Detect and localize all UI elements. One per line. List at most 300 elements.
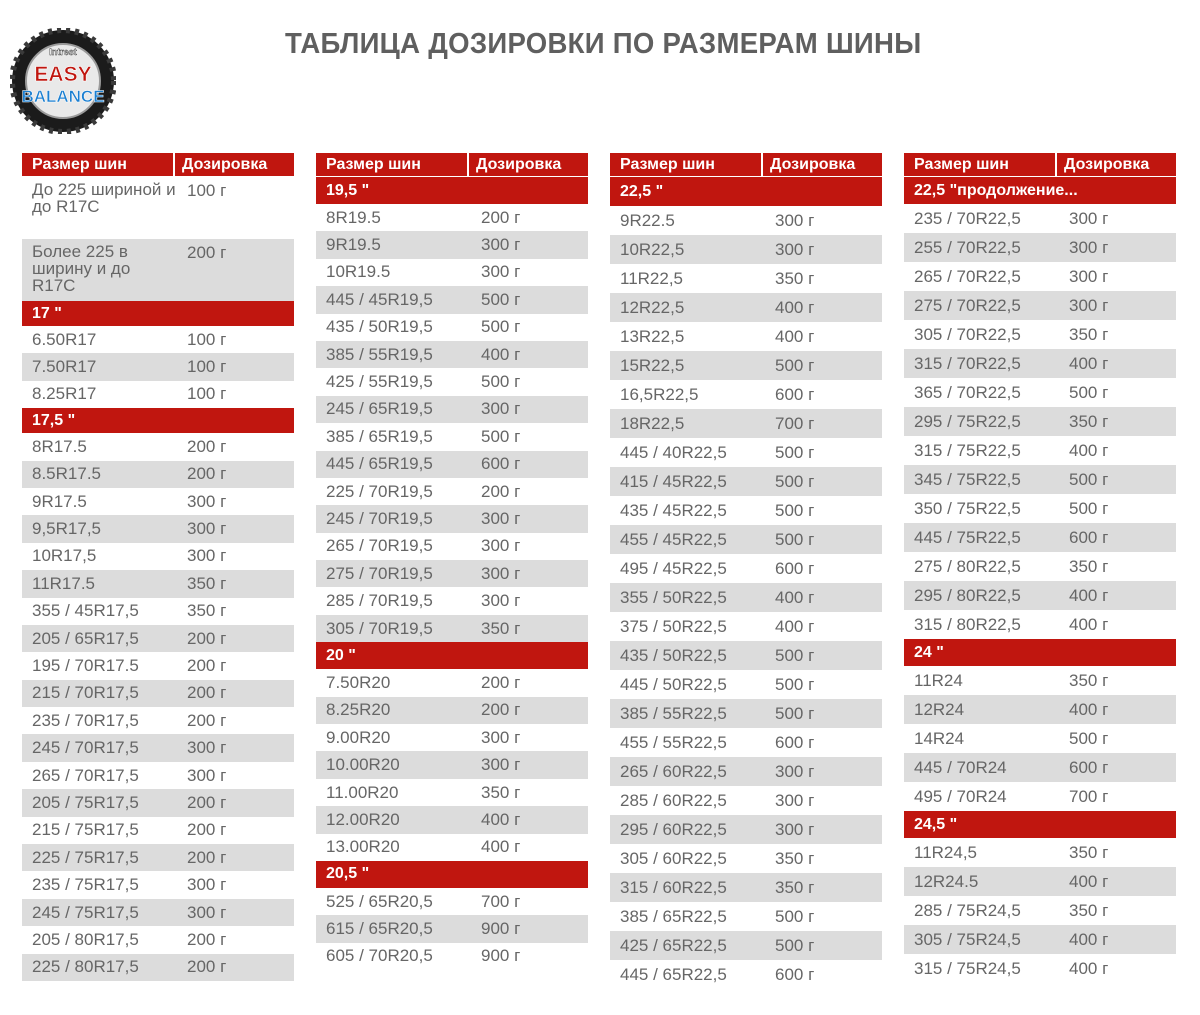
size-column-header: Размер шин [610,153,763,176]
tire-size-cell: 445 / 40R22,5 [620,442,727,462]
tire-size-cell: 445 / 70R24 [914,757,1007,777]
table-row [904,262,1176,291]
table-row [610,438,882,467]
dosage-cell: 200 г [187,957,227,977]
table-row [22,762,294,789]
table-row [22,543,294,570]
table-row [904,204,1176,233]
tire-size-cell: 345 / 75R22,5 [914,469,1021,489]
tire-size-cell: 285 / 60R22,5 [620,790,727,810]
dosage-cell: 350 г [1069,900,1109,920]
tire-size-cell: 605 / 70R20,5 [326,946,433,966]
tire-size-cell: 275 / 70R19,5 [326,563,433,583]
tire-size-cell: 205 / 75R17,5 [32,792,139,812]
table-row [316,341,588,368]
tire-size-cell: 11R17.5 [32,573,96,593]
dosage-table [610,150,882,989]
tire-size-cell: 13R22,5 [620,326,685,346]
section-header: 19,5 " [316,177,588,204]
tire-size-cell: 295 / 60R22,5 [620,819,727,839]
dosage-cell: 300 г [187,491,227,511]
dosage-cell: 300 г [481,727,521,747]
tire-size-cell: 495 / 70R24 [914,786,1007,806]
tire-size-cell: 245 / 65R19,5 [326,399,433,419]
table-row [22,433,294,460]
tire-size-cell: 14R24 [914,728,965,748]
table-row [610,467,882,496]
table-row [316,697,588,724]
dosage-cell: 400 г [1069,614,1109,634]
tire-size-cell: 305 / 60R22,5 [620,848,727,868]
svg-text:EASY: EASY [34,63,92,86]
table-row [610,380,882,409]
dosage-cell: 500 г [1069,498,1109,518]
table-row [610,351,882,380]
tire-size-cell: 205 / 65R17,5 [32,628,139,648]
table-row [610,496,882,525]
tire-size-cell: 245 / 75R17,5 [32,902,139,922]
tire-size-cell: 435 / 50R22,5 [620,645,727,665]
table-row [316,615,588,642]
table-row [22,625,294,652]
table-row [904,695,1176,724]
dosage-cell: 500 г [775,906,815,926]
dosage-cell: 200 г [187,847,227,867]
table-row [610,235,882,264]
tire-size-cell: 315 / 75R22,5 [914,440,1021,460]
table-row [610,815,882,844]
tire-size-cell: 225 / 75R17,5 [32,847,139,867]
section-header: 22,5 " [610,177,882,206]
dosage-cell: 600 г [775,384,815,404]
table-row [904,233,1176,262]
table-row [904,436,1176,465]
tire-size-cell: 385 / 65R19,5 [326,426,433,446]
tire-size-cell: 315 / 60R22,5 [620,877,727,897]
table-row [610,873,882,902]
table-row [904,838,1176,867]
dosage-cell: 300 г [775,790,815,810]
tire-size-cell: 9,5R17,5 [32,519,101,539]
tire-size-cell: 385 / 55R22,5 [620,703,727,723]
section-header: 24,5 " [904,811,1176,838]
page-title: ТАБЛИЦА ДОЗИРОВКИ ПО РАЗМЕРАМ ШИНЫ [285,28,922,60]
tire-size-cell: 415 / 45R22,5 [620,471,727,491]
tire-size-cell: 12R24.5 [914,871,979,891]
tire-size-cell: 315 / 70R22,5 [914,353,1021,373]
dosage-cell: 300 г [775,761,815,781]
dosage-cell: 500 г [775,529,815,549]
tire-size-cell: 245 / 70R19,5 [326,508,433,528]
dosage-cell: 400 г [1069,699,1109,719]
size-column-header: Размер шин [316,153,469,176]
table-row [610,612,882,641]
dosage-cell: 100 г [187,181,227,200]
dosage-cell: 200 г [481,700,521,720]
table-row [316,314,588,341]
tire-size-cell: 385 / 65R22,5 [620,906,727,926]
tire-size-cell: 265 / 70R19,5 [326,536,433,556]
dosage-cell: 300 г [481,508,521,528]
dosage-cell: 200 г [187,243,227,262]
table-row [22,488,294,515]
dosage-cell: 500 г [775,935,815,955]
dosage-cell: 400 г [1069,440,1109,460]
dosage-cell: 200 г [187,820,227,840]
table-row [316,396,588,423]
dosage-cell: 350 г [1069,411,1109,431]
tire-size-cell: 7.50R20 [326,672,391,692]
tire-size-cell: 10.00R20 [326,755,400,775]
tire-size-cell: 355 / 45R17,5 [32,601,139,621]
size-column-header: Размер шин [904,153,1057,176]
dosage-table [316,150,588,970]
tire-size-cell: Более 225 в ширину и до R17C [32,242,131,295]
dosage-cell: 500 г [1069,728,1109,748]
tire-size-cell: 8R17.5 [32,436,87,456]
dosage-cell: 300 г [187,546,227,566]
table-row [610,641,882,670]
dosage-cell: 500 г [775,355,815,375]
tire-size-cell: 305 / 70R19,5 [326,618,433,638]
dosage-cell: 300 г [775,210,815,230]
tire-size-cell: 445 / 65R22,5 [620,964,727,984]
dosage-cell: 300 г [481,563,521,583]
tire-size-cell: 265 / 70R22,5 [914,266,1021,286]
section-header: 20 " [316,642,588,669]
svg-text:Intrest: Intrest [49,47,77,57]
dosage-cell: 900 г [481,946,521,966]
table-row [316,751,588,778]
dosage-cell: 350 г [775,877,815,897]
tire-size-cell: 12R22,5 [620,297,685,317]
tire-size-cell: 235 / 70R22,5 [914,208,1021,228]
dosage-cell: 200 г [187,683,227,703]
table-row [904,724,1176,753]
table-row [316,669,588,696]
dosage-cell: 500 г [1069,469,1109,489]
tire-size-cell: 8.5R17.5 [32,464,101,484]
table-row [22,954,294,981]
tire-size-cell: 8.25R17 [32,384,97,404]
table-row [904,925,1176,954]
tire-logo-icon [10,28,116,134]
tire-size-cell: 305 / 70R22,5 [914,324,1021,344]
table-row [904,320,1176,349]
table-row [316,505,588,532]
dosage-cell: 400 г [1069,929,1109,949]
tire-size-cell: 385 / 55R19,5 [326,344,433,364]
dosage-cell: 300 г [775,239,815,259]
dosage-cell: 200 г [187,710,227,730]
dosage-cell: 300 г [187,519,227,539]
table-row [610,931,882,960]
tire-size-cell: 225 / 70R19,5 [326,481,433,501]
tire-size-cell: 275 / 70R22,5 [914,295,1021,315]
dosage-cell: 400 г [481,837,521,857]
dosage-cell: 300 г [1069,266,1109,286]
table-row [22,239,294,301]
table-row [22,598,294,625]
tire-size-cell: 615 / 65R20,5 [326,919,433,939]
tire-size-cell: До 225 шириной и до R17C [32,180,176,216]
table-row [610,206,882,235]
table-row [904,782,1176,811]
dose-column-header: Дозировка [182,156,268,173]
dosage-cell: 600 г [1069,527,1109,547]
table-row [316,587,588,614]
tire-size-cell: 445 / 65R19,5 [326,454,433,474]
table-row [316,423,588,450]
tire-size-cell: 275 / 80R22,5 [914,556,1021,576]
tire-size-cell: 315 / 75R24,5 [914,958,1021,978]
tire-size-cell: 215 / 75R17,5 [32,820,139,840]
easy-balance-logo [10,28,116,134]
dosage-cell: 300 г [187,902,227,922]
table-row [610,322,882,351]
tire-size-cell: 365 / 70R22,5 [914,382,1021,402]
tire-size-cell: 495 / 45R22,5 [620,558,727,578]
dosage-cell: 200 г [481,481,521,501]
dosage-cell: 500 г [481,289,521,309]
section-header: 24 " [904,639,1176,666]
table-header [904,150,1176,177]
tire-size-cell: 10R22,5 [620,239,685,259]
dosage-cell: 300 г [775,819,815,839]
tire-size-cell: 350 / 75R22,5 [914,498,1021,518]
dosage-table [22,150,294,981]
tire-size-cell: 9.00R20 [326,727,391,747]
table-row [22,381,294,408]
section-header: 17 " [22,301,294,326]
table-row [316,806,588,833]
dosage-cell: 100 г [187,384,227,404]
tire-size-cell: 245 / 70R17,5 [32,738,139,758]
table-row [904,896,1176,925]
table-row [316,259,588,286]
dosage-cell: 300 г [481,536,521,556]
tire-size-cell: 8R19.5 [326,207,381,227]
dosage-cell: 350 г [187,573,227,593]
tire-size-cell: 215 / 70R17,5 [32,683,139,703]
dosage-cell: 300 г [1069,295,1109,315]
dose-column-header: Дозировка [476,156,562,173]
tire-size-cell: 11R22,5 [620,268,684,288]
dosage-cell: 350 г [187,601,227,621]
table-row [316,779,588,806]
table-row [22,177,294,239]
dosage-cell: 200 г [187,464,227,484]
tire-size-cell: 355 / 50R22,5 [620,587,727,607]
table-row [22,326,294,353]
tire-size-cell: 10R19.5 [326,262,391,282]
dosage-cell: 300 г [1069,208,1109,228]
dosage-cell: 700 г [1069,786,1109,806]
dosage-cell: 100 г [187,329,227,349]
dosage-cell: 300 г [481,399,521,419]
tire-size-cell: 255 / 70R22,5 [914,237,1021,257]
tire-size-cell: 10R17,5 [32,546,97,566]
tire-size-cell: 315 / 80R22,5 [914,614,1021,634]
dosage-cell: 200 г [187,628,227,648]
tire-size-cell: 265 / 70R17,5 [32,765,139,785]
table-row [316,943,588,970]
dosage-cell: 400 г [775,297,815,317]
table-row [316,478,588,505]
table-row [22,789,294,816]
dosage-cell: 300 г [481,755,521,775]
table-row [904,523,1176,552]
tire-size-cell: 445 / 45R19,5 [326,289,433,309]
tire-size-cell: 295 / 80R22,5 [914,585,1021,605]
dosage-cell: 300 г [481,591,521,611]
dosage-cell: 600 г [481,454,521,474]
table-row [316,888,588,915]
dosage-cell: 300 г [481,262,521,282]
tire-size-cell: 12R24 [914,699,965,719]
table-row [22,707,294,734]
tire-size-cell: 425 / 65R22,5 [620,935,727,955]
tire-size-cell: 455 / 55R22,5 [620,732,727,752]
dosage-cell: 900 г [481,919,521,939]
table-row [316,533,588,560]
table-row [22,871,294,898]
table-row [22,844,294,871]
table-row [610,409,882,438]
dosage-cell: 200 г [187,792,227,812]
dosage-cell: 350 г [481,618,521,638]
tire-size-cell: 435 / 50R19,5 [326,317,433,337]
tire-size-cell: 8.25R20 [326,700,391,720]
table-row [904,494,1176,523]
table-row [316,724,588,751]
dosage-cell: 600 г [775,964,815,984]
table-row [22,899,294,926]
section-header: 20,5 " [316,861,588,888]
dosage-cell: 350 г [775,848,815,868]
table-row [904,581,1176,610]
table-row [904,407,1176,436]
dose-column-header: Дозировка [1064,156,1150,173]
section-header: 22,5 "продолжение... [904,177,1176,204]
dosage-table [904,150,1176,983]
dosage-cell: 500 г [481,426,521,446]
dosage-cell: 600 г [775,558,815,578]
tire-size-cell: 15R22,5 [620,355,685,375]
table-row [610,264,882,293]
table-row [316,451,588,478]
tire-size-cell: 6.50R17 [32,329,97,349]
dosage-cell: 500 г [1069,382,1109,402]
dosage-cell: 200 г [187,436,227,456]
table-row [904,378,1176,407]
dose-column-header: Дозировка [770,156,856,173]
table-row [904,291,1176,320]
table-row [316,286,588,313]
table-row [904,465,1176,494]
tire-size-cell: 11R24 [914,670,963,690]
dosage-cell: 500 г [775,471,815,491]
tire-size-cell: 18R22,5 [620,413,685,433]
tire-size-cell: 9R22.5 [620,210,675,230]
tire-size-cell: 11.00R20 [326,782,399,802]
table-row [904,349,1176,378]
dosage-cell: 400 г [775,587,815,607]
table-row [22,353,294,380]
tire-size-cell: 445 / 75R22,5 [914,527,1021,547]
table-row [22,680,294,707]
table-row [22,570,294,597]
table-row [904,666,1176,695]
dosage-cell: 100 г [187,357,227,377]
dosage-cell: 300 г [187,738,227,758]
dosage-cell: 500 г [775,703,815,723]
tire-size-cell: 225 / 80R17,5 [32,957,139,977]
dosage-cell: 500 г [775,645,815,665]
table-row [610,786,882,815]
tire-size-cell: 205 / 80R17,5 [32,929,139,949]
section-header: 17,5 " [22,408,294,433]
dosage-cell: 350 г [1069,842,1109,862]
dosage-cell: 400 г [775,616,815,636]
table-row [316,915,588,942]
table-row [904,552,1176,581]
tire-size-cell: 265 / 60R22,5 [620,761,727,781]
table-header [610,150,882,177]
table-row [316,834,588,861]
table-row [316,231,588,258]
dosage-cell: 400 г [1069,585,1109,605]
tire-size-cell: 435 / 45R22,5 [620,500,727,520]
table-row [610,554,882,583]
dosage-cell: 300 г [187,875,227,895]
table-row [610,960,882,989]
dosage-cell: 400 г [1069,958,1109,978]
dosage-cell: 300 г [1069,237,1109,257]
table-row [904,867,1176,896]
table-row [610,757,882,786]
size-column-header: Размер шин [22,153,175,176]
table-header [316,150,588,177]
dosage-cell: 300 г [481,235,521,255]
table-row [904,610,1176,639]
table-row [904,954,1176,983]
dosage-cell: 400 г [481,809,521,829]
table-row [610,699,882,728]
dosage-cell: 400 г [481,344,521,364]
dosage-cell: 500 г [481,372,521,392]
tire-size-cell: 12.00R20 [326,809,400,829]
dosage-cell: 600 г [775,732,815,752]
tire-size-cell: 16,5R22,5 [620,384,699,404]
dosage-cell: 200 г [187,655,227,675]
table-row [22,515,294,542]
dosage-cell: 500 г [481,317,521,337]
table-row [22,652,294,679]
tire-size-cell: 9R17.5 [32,491,87,511]
tire-size-cell: 11R24,5 [914,842,978,862]
table-row [610,293,882,322]
dosage-cell: 500 г [775,500,815,520]
dosage-cell: 500 г [775,442,815,462]
dosage-cell: 700 г [481,891,521,911]
dosage-cell: 400 г [775,326,815,346]
table-row [22,461,294,488]
tire-size-cell: 235 / 70R17,5 [32,710,139,730]
table-row [610,670,882,699]
table-row [610,844,882,873]
tire-size-cell: 425 / 55R19,5 [326,372,433,392]
